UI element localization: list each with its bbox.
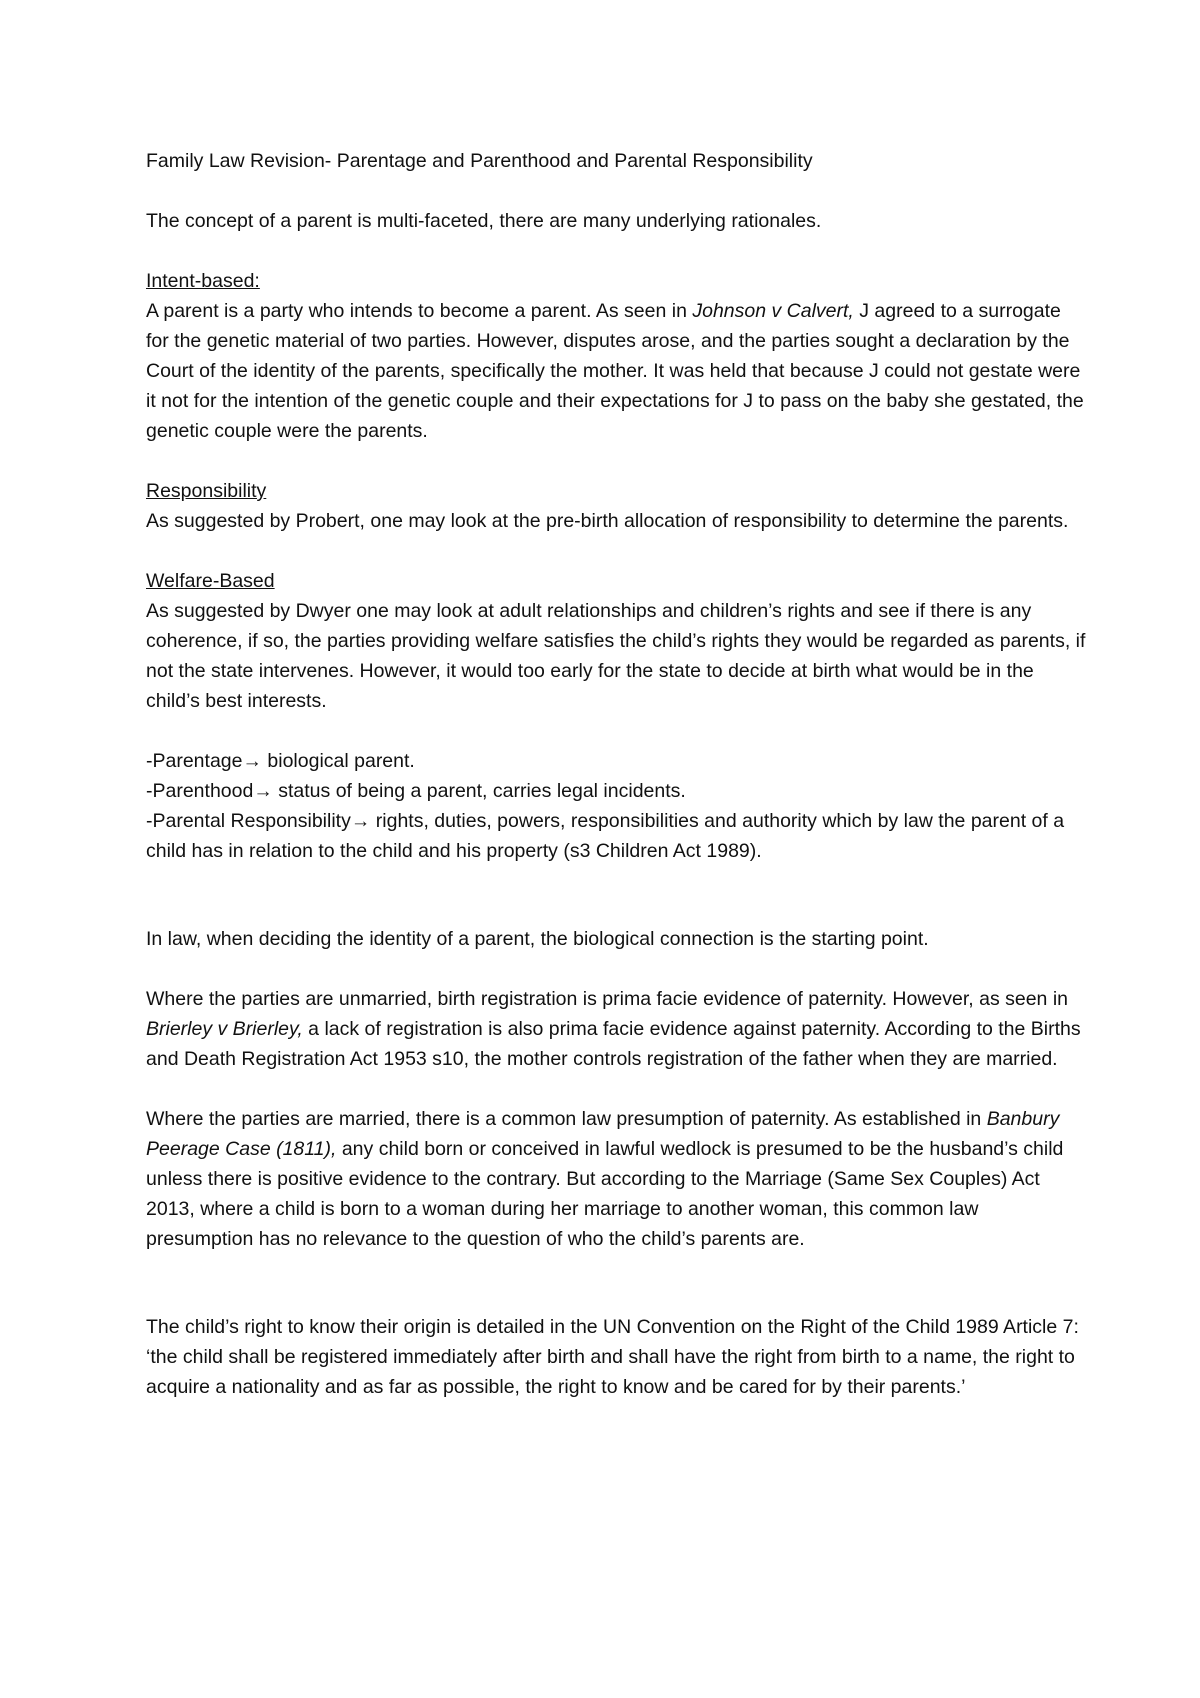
section-heading: Responsibility bbox=[146, 480, 267, 502]
unmarried-paragraph bbox=[146, 984, 1086, 1074]
section-intent-based bbox=[146, 266, 1086, 446]
case-citation: Johnson v Calvert, bbox=[692, 300, 854, 322]
case-citation: Brierley v Brierley, bbox=[146, 1018, 303, 1040]
case-citation: Banbury Peerage Case (1811), bbox=[146, 1108, 1060, 1160]
definition-text: status of being a parent, carries legal incidents. bbox=[272, 780, 686, 802]
text-run: a lack of registration is also prima facie evidence against paternity. According to the Births and Death Registration Act 1953 s10, the mother controls registration of the father when they are married. bbox=[146, 1018, 1081, 1070]
definition-item bbox=[146, 806, 1086, 866]
definition-term: -Parenthood bbox=[146, 780, 254, 802]
section-heading: Welfare-Based bbox=[146, 570, 275, 592]
definition-text: rights, duties, powers, responsibilities and authority which by law the parent of a child has in relation to the child and his property (s3 Children Act 1989). bbox=[146, 810, 1065, 862]
arrow-icon: → bbox=[350, 810, 371, 832]
section-welfare-based bbox=[146, 566, 1086, 716]
document-body bbox=[146, 146, 1086, 1402]
definition-text: biological parent. bbox=[261, 750, 415, 772]
text-run: A parent is a party who intends to become a parent. As seen in bbox=[146, 300, 693, 322]
section-text bbox=[146, 300, 1084, 442]
arrow-icon: → bbox=[242, 750, 262, 772]
section-text: As suggested by Dwyer one may look at adult relationships and children’s rights and see if there is any coherence, if so, the parties providing welfare satisfies the child’s rights they would be regarded as parents, if not the state intervenes. However, it would too early for the state to decide at birth what would be in the child’s best interests. bbox=[146, 600, 1086, 712]
definition-term: -Parental Responsibility bbox=[146, 810, 351, 832]
text-run: J agreed to a surrogate for the genetic material of two parties. However, disputes arose, and the parties sought a declaration by the Court of the identity of the parents, specifically the mother. It was held that because J could not gestate were it not for the intention of the genetic couple and their expectations for J to pass on the baby she gestated, the genetic couple were the parents. bbox=[146, 300, 1084, 442]
married-paragraph bbox=[146, 1104, 1086, 1254]
section-responsibility bbox=[146, 476, 1086, 536]
text-run: Where the parties are married, there is a common law presumption of paternity. As established in bbox=[146, 1108, 987, 1130]
definition-item bbox=[146, 746, 1086, 776]
origin-paragraph: The child’s right to know their origin is detailed in the UN Convention on the Right of the Child 1989 Article 7: ‘the child shall be registered immediately after birth and shall have the right from birth to a name, the right to acquire a nationality and as far as possible, the right to know and be cared for by their parents.’ bbox=[146, 1316, 1079, 1398]
section-heading: Intent-based: bbox=[146, 270, 260, 292]
definitions-list bbox=[146, 746, 1086, 866]
intro-paragraph: The concept of a parent is multi-faceted, there are many underlying rationales. bbox=[146, 210, 822, 232]
document-title: Family Law Revision- Parentage and Parenthood and Parental Responsibility bbox=[146, 150, 813, 172]
definition-term: -Parentage bbox=[146, 750, 243, 772]
section-text: As suggested by Probert, one may look at the pre-birth allocation of responsibility to determine the parents. bbox=[146, 510, 1069, 532]
biological-paragraph: In law, when deciding the identity of a parent, the biological connection is the starting point. bbox=[146, 928, 929, 950]
text-run: any child born or conceived in lawful wedlock is presumed to be the husband’s child unless there is positive evidence to the contrary. But according to the Marriage (Same Sex Couples) Act 2013, where a child is born to a woman during her marriage to another woman, this common law presumption has no relevance to the question of who the child’s parents are. bbox=[146, 1138, 1064, 1250]
definition-item bbox=[146, 776, 1086, 806]
text-run: Where the parties are unmarried, birth registration is prima facie evidence of paternity. However, as seen in bbox=[146, 988, 1068, 1010]
arrow-icon: → bbox=[253, 780, 273, 802]
